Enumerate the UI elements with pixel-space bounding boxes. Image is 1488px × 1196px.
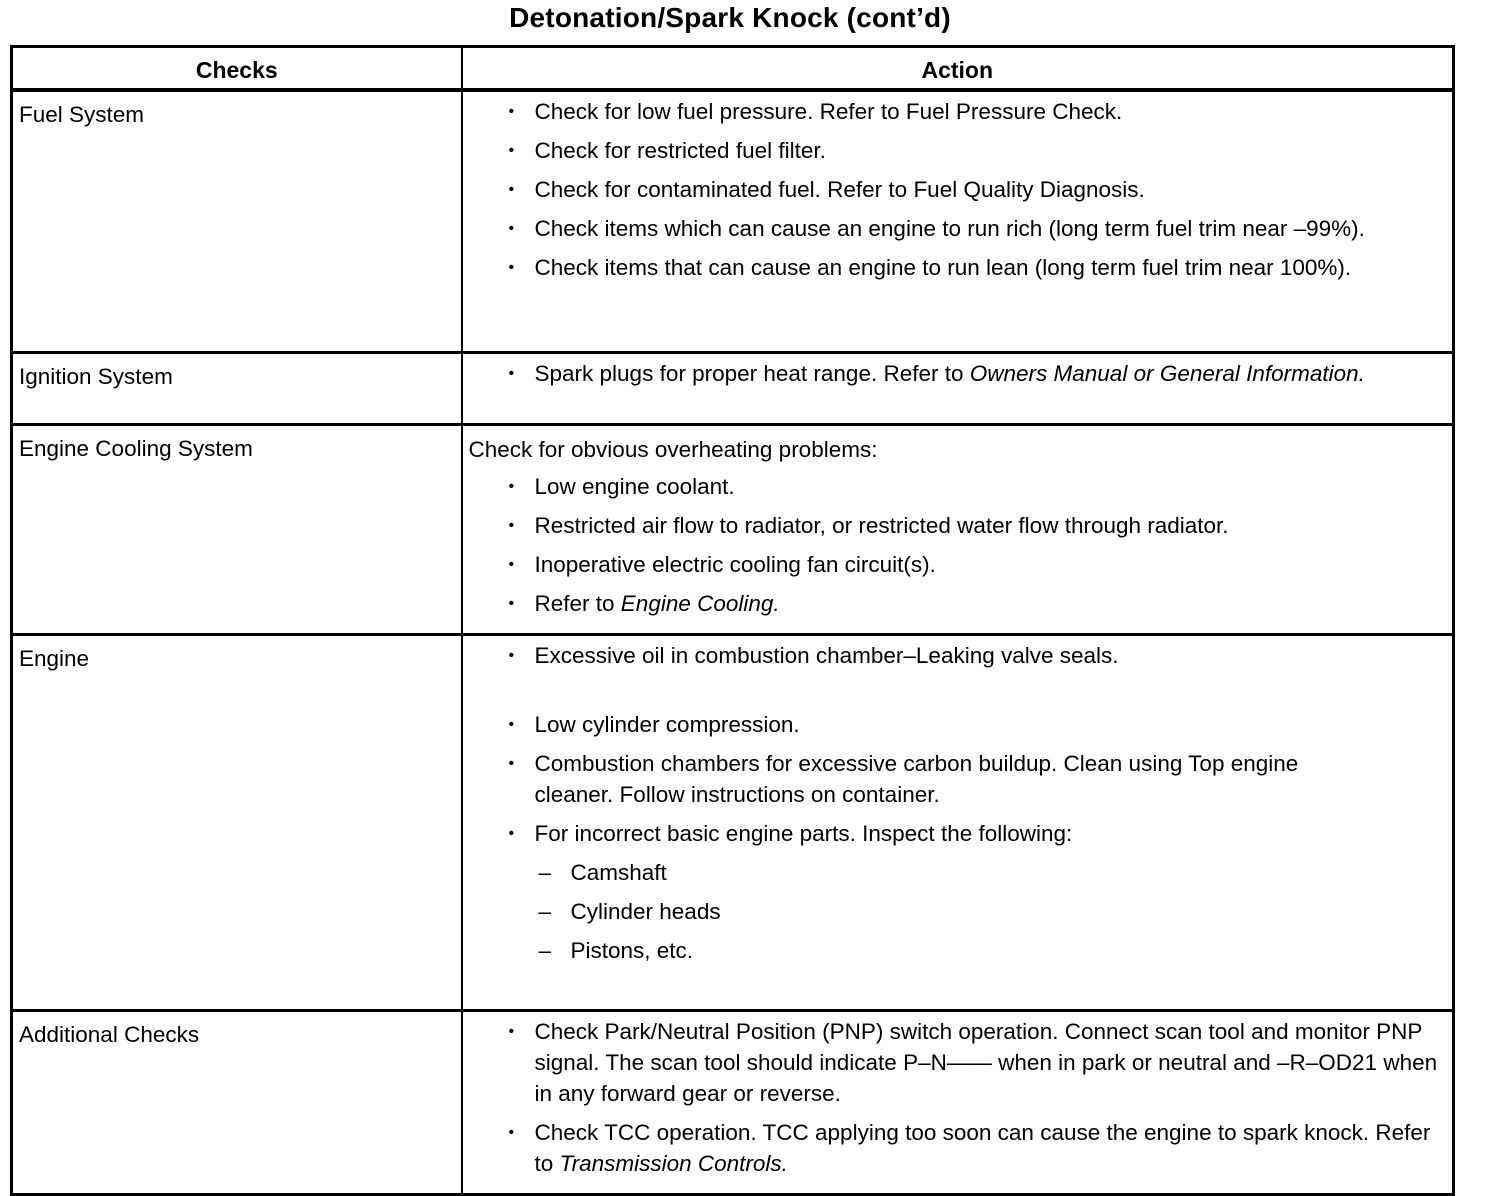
action-intro: Check for obvious overheating problems: bbox=[468, 436, 878, 462]
action-cell bbox=[462, 90, 1454, 352]
action-item: • Check items which can cause an engine to run rich (long term fuel trim near –99%). bbox=[509, 213, 1453, 244]
diagnostic-table bbox=[10, 45, 1455, 1196]
action-item: • Check for low fuel pressure. Refer to Fuel Pressure Check. bbox=[509, 96, 1453, 127]
checks-cell bbox=[12, 424, 462, 634]
check-label: Engine Cooling System bbox=[19, 435, 253, 461]
check-label: Additional Checks bbox=[19, 1021, 200, 1047]
action-text: Spark plugs for proper heat range. Refer to bbox=[534, 360, 970, 386]
table-row-engine-cooling-system bbox=[12, 424, 1454, 634]
action-item bbox=[509, 818, 1453, 966]
action-item: • Check for restricted fuel filter. bbox=[509, 135, 1453, 166]
action-text: Refer to bbox=[534, 590, 621, 616]
action-list bbox=[463, 709, 1453, 966]
checks-column-header: Checks bbox=[12, 47, 462, 91]
action-text: Check TCC operation. TCC applying too soon can cause the engine to spark knock. Refer to bbox=[534, 1119, 1431, 1176]
check-label: Ignition System bbox=[19, 363, 173, 389]
action-item: • Restricted air flow to radiator, or restricted water flow through radiator. bbox=[509, 510, 1453, 541]
action-list bbox=[463, 640, 1453, 671]
action-item bbox=[509, 358, 1453, 389]
reference-text: Transmission Controls. bbox=[559, 1150, 788, 1176]
sub-list bbox=[535, 857, 1373, 966]
action-item: • Low engine coolant. bbox=[509, 471, 1453, 502]
action-column-header: Action bbox=[462, 47, 1454, 91]
action-item: • Low cylinder compression. bbox=[509, 709, 1453, 740]
action-cell bbox=[462, 352, 1454, 424]
table-header-row bbox=[12, 47, 1454, 91]
action-item bbox=[509, 588, 1453, 619]
action-cell bbox=[462, 634, 1454, 1010]
action-cell bbox=[462, 1010, 1454, 1194]
sub-item: – Cylinder heads bbox=[539, 896, 1373, 927]
action-item: • Combustion chambers for excessive carbon buildup. Clean using Top engine cleaner. Follow instructions on container. bbox=[509, 748, 1453, 810]
check-label: Engine bbox=[19, 645, 90, 671]
checks-cell bbox=[12, 90, 462, 352]
checks-cell bbox=[12, 352, 462, 424]
page-title: Detonation/Spark Knock (cont’d) bbox=[509, 2, 951, 33]
checks-cell bbox=[12, 634, 462, 1010]
reference-text: Owners Manual or General Information. bbox=[969, 360, 1365, 386]
action-item: • Check items that can cause an engine to run lean (long term fuel trim near 100%). bbox=[509, 252, 1453, 283]
table-row-ignition-system bbox=[12, 352, 1454, 424]
action-text: For incorrect basic engine parts. Inspect the following: bbox=[534, 820, 1073, 846]
checks-cell bbox=[12, 1010, 462, 1194]
table-row-additional-checks bbox=[12, 1010, 1454, 1194]
sub-item: – Camshaft bbox=[539, 857, 1373, 888]
reference-text: Engine Cooling. bbox=[620, 590, 780, 616]
action-item: • Inoperative electric cooling fan circuit(s). bbox=[509, 549, 1453, 580]
action-list bbox=[463, 471, 1453, 619]
action-list bbox=[463, 358, 1453, 389]
sub-item: – Pistons, etc. bbox=[539, 935, 1373, 966]
action-item: • Check for contaminated fuel. Refer to Fuel Quality Diagnosis. bbox=[509, 174, 1453, 205]
action-item: • Check Park/Neutral Position (PNP) switch operation. Connect scan tool and monitor PNP signal. The scan tool should indicate P–N—— when in park or neutral and –R–OD21 when in any forward gear or reverse. bbox=[509, 1016, 1453, 1109]
action-item bbox=[509, 1117, 1453, 1179]
check-label: Fuel System bbox=[19, 102, 145, 127]
spacer bbox=[463, 679, 1453, 709]
table-row-engine bbox=[12, 634, 1454, 1010]
action-list bbox=[463, 1016, 1453, 1179]
action-list bbox=[463, 96, 1453, 283]
action-item: • Excessive oil in combustion chamber–Leaking valve seals. bbox=[509, 640, 1453, 671]
table-row-fuel-system bbox=[12, 90, 1454, 352]
action-cell bbox=[462, 424, 1454, 634]
